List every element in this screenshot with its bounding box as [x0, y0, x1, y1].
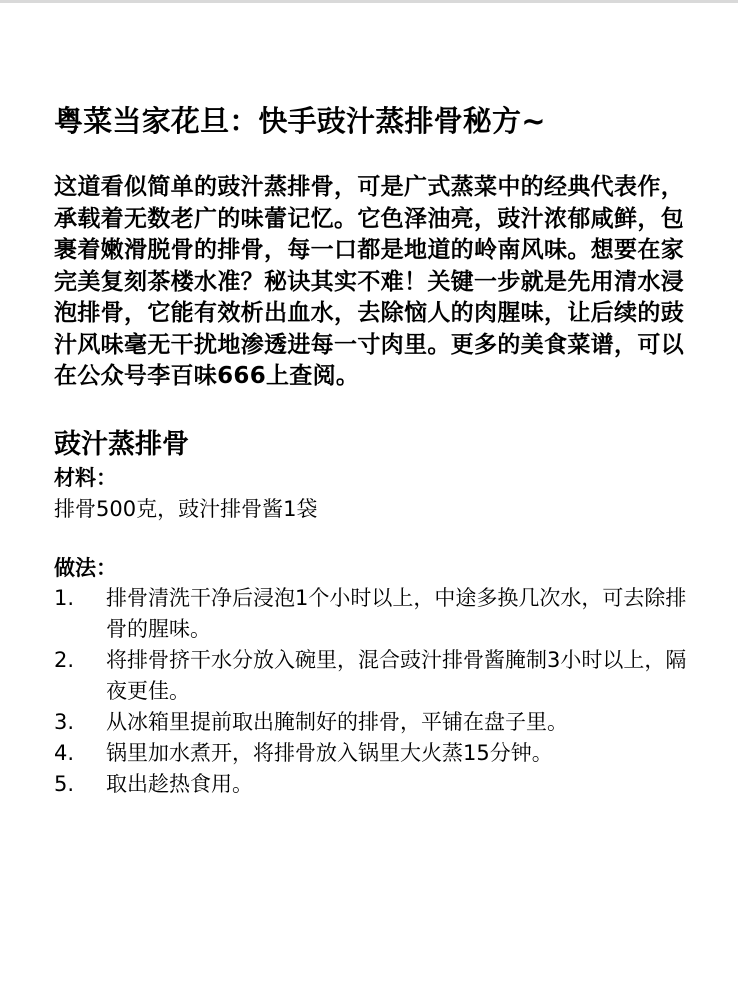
ingredients-label: 材料：	[54, 465, 117, 490]
article-title: 粤菜当家花旦：快手豉汁蒸排骨秘方~	[54, 104, 546, 138]
step-item	[54, 645, 694, 707]
step-number: 2.	[54, 647, 75, 672]
step-number: 3.	[54, 709, 75, 734]
step-text: 从冰箱里提前取出腌制好的排骨，平铺在盘子里。	[106, 709, 568, 734]
step-number: 4.	[54, 740, 75, 765]
top-divider	[0, 0, 738, 3]
step-item	[54, 769, 694, 800]
step-text: 取出趁热食用。	[106, 771, 253, 796]
method-label: 做法：	[54, 555, 117, 580]
step-text: 锅里加水煮开，将排骨放入锅里大火蒸15分钟。	[106, 740, 553, 765]
article-intro: 这道看似简单的豉汁蒸排骨，可是广式蒸菜中的经典代表作，承载着无数老广的味蕾记忆。它色泽油亮，豉汁浓郁咸鲜，包裹着嫩滑脱骨的排骨，每一口都是地道的岭南风味。想要在家完美复刻茶楼水准？秘诀其实不难！关键一步就是先用清水浸泡排骨，它能有效析出血水，去除恼人的肉腥味，让后续的豉汁风味毫无干扰地渗透进每一寸肉里。更多的美食菜谱，可以在公众号李百味666上查阅。	[54, 174, 684, 389]
steps-list	[54, 583, 694, 800]
step-number: 5.	[54, 771, 75, 796]
step-item	[54, 707, 694, 738]
step-item	[54, 738, 694, 769]
ingredients-text: 排骨500克，豉汁排骨酱1袋	[54, 496, 318, 521]
step-item	[54, 583, 694, 645]
step-text: 排骨清洗干净后浸泡1个小时以上，中途多换几次水，可去除排骨的腥味。	[106, 585, 687, 641]
recipe-title: 豉汁蒸排骨	[54, 428, 189, 460]
step-number: 1.	[54, 585, 75, 610]
step-text: 将排骨挤干水分放入碗里，混合豉汁排骨酱腌制3小时以上，隔夜更佳。	[106, 647, 687, 703]
article-body	[54, 100, 694, 800]
